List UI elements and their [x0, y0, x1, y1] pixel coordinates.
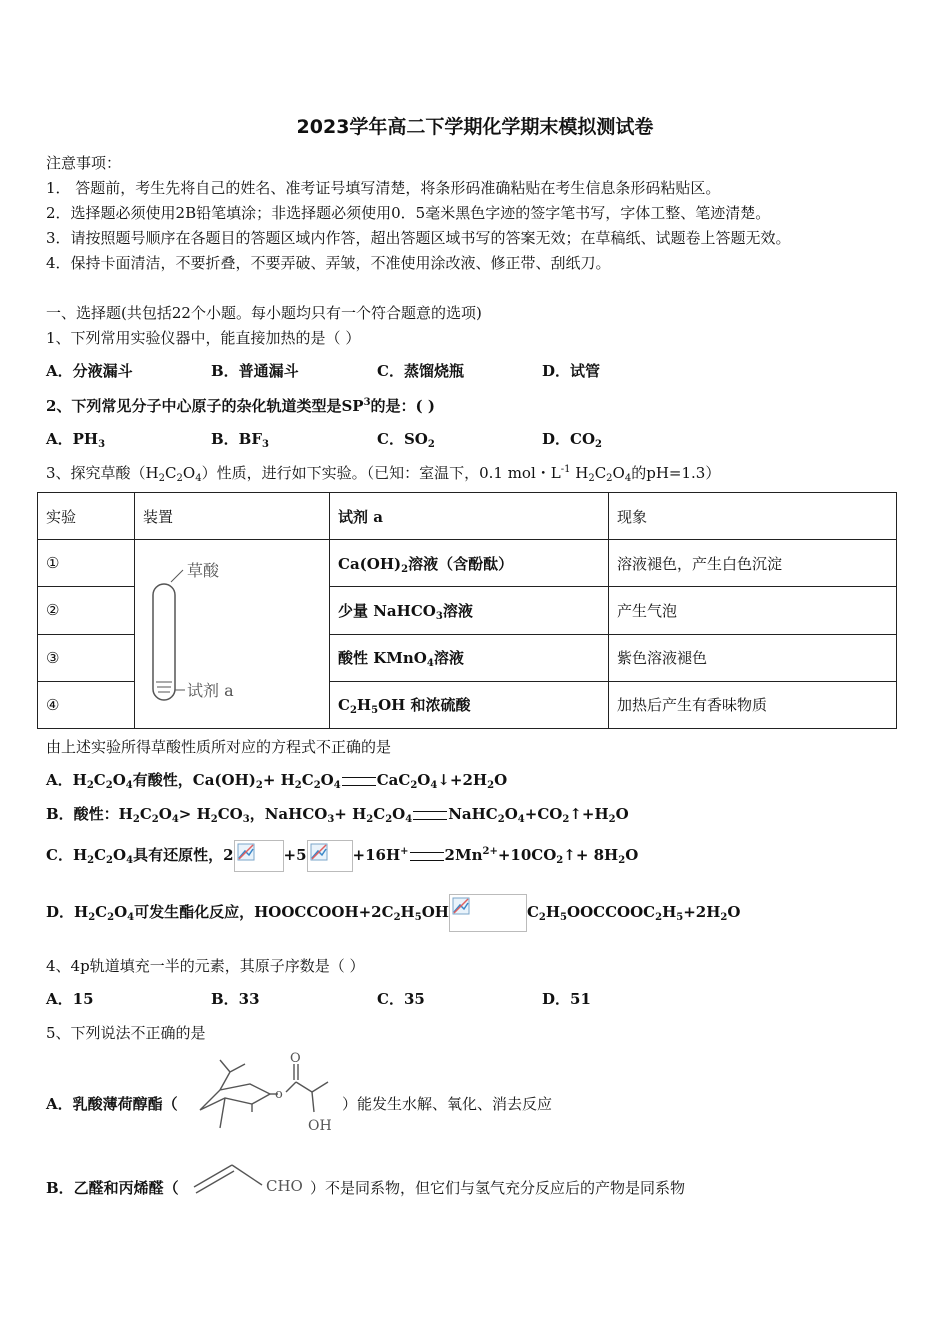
row-id: ④ [38, 681, 135, 728]
q1-option-a[interactable]: A．分液漏斗 [46, 362, 133, 380]
table-row [38, 540, 897, 587]
reagent-cell: 少量 NaHCO$_3$溶液 [330, 587, 609, 634]
q1-option-c[interactable]: C．蒸馏烧瓶 [377, 362, 464, 380]
result-cell: 溶液褪色，产生白色沉淀 [609, 540, 897, 587]
row-id: ② [38, 587, 135, 634]
result-cell: 加热后产生有香味物质 [609, 681, 897, 728]
apparatus-label-oxalic: 草酸 [187, 561, 220, 580]
question-1-stem: 1、下列常用实验仪器中，能直接加热的是（ ） [46, 329, 361, 347]
broken-image-icon [234, 840, 284, 872]
result-cell: 紫色溶液褪色 [609, 634, 897, 681]
q1-option-d[interactable]: D．试管 [542, 362, 601, 380]
test-tube-apparatus-diagram [135, 540, 313, 728]
result-cell: 产生气泡 [609, 587, 897, 634]
q3-option-d[interactable]: D．$H_2C_2O_4$可发生酯化反应，$HOOCCOOH+2C_2H_5OH$ $C_2H_5OOCCOOC_2H_5+2H_2O$ [46, 892, 740, 932]
reagent-cell: 酸性 KMnO$_4$溶液 [330, 634, 609, 681]
q2-option-b[interactable]: B．$BF_3$ [211, 430, 269, 450]
question-3-stem: 3、探究草酸$(H_2C_2O_4)$性质，进行如下实验。（已知：室温下，0.1 mol・$L^{-1}$ $H_2C_2O_4$的pH=1.3） [46, 464, 721, 484]
q4-option-b[interactable]: B．33 [211, 990, 260, 1008]
notice-item: 2．选择题必须使用2B铅笔填涂；非选择题必须使用0．5毫米黑色字迹的签字笔书写，字体工整、笔迹清楚。 [46, 204, 771, 222]
notice-item: 4．保持卡面清洁，不要折叠，不要弄破、弄皱，不准使用涂改液、修正带、刮纸刀。 [46, 254, 611, 272]
apparatus-cell [135, 540, 330, 729]
broken-image-icon [307, 840, 353, 872]
section-heading: 一、选择题(共包括22个小题。每小题均只有一个符合题意的选项) [46, 304, 482, 322]
q5-option-a-prefix[interactable]: A．乳酸薄荷醇酯（ [46, 1095, 178, 1113]
oxygen-label: O [290, 1051, 301, 1066]
table-header-row [38, 493, 897, 540]
row-id: ① [38, 540, 135, 587]
reagent-cell: $C_2H_5OH$ 和浓硫酸 [330, 681, 609, 728]
hydroxyl-label: OH [308, 1118, 332, 1134]
header-cell: 实验 [38, 493, 135, 540]
question-3-prompt: 由上述实验所得草酸性质所对应的方程式不正确的是 [46, 738, 392, 756]
equals-sign-icon [413, 811, 447, 820]
q4-option-a[interactable]: A．15 [46, 990, 94, 1008]
q4-option-d[interactable]: D．51 [542, 990, 591, 1008]
svg-text:o: o [275, 1087, 283, 1102]
row-id: ③ [38, 634, 135, 681]
q2-option-c[interactable]: C．$SO_2$ [377, 430, 435, 450]
apparatus-label-reagent: 试剂 a [187, 681, 234, 700]
q1-option-b[interactable]: B．普通漏斗 [211, 362, 299, 380]
notice-item: 1． 答题前，考生先将自己的姓名、准考证号填写清楚，将条形码准确粘贴在考生信息条形码粘贴区。 [46, 179, 721, 197]
notice-item: 3．请按照题号顺序在各题目的答题区域内作答，超出答题区域书写的答案无效；在草稿纸、试题卷上答题无效。 [46, 229, 791, 247]
equals-sign-icon [410, 852, 444, 861]
header-cell: 现象 [609, 493, 897, 540]
q5-option-b-prefix[interactable]: B．乙醛和丙烯醛（ [46, 1179, 179, 1197]
q4-option-c[interactable]: C．35 [377, 990, 425, 1008]
notice-heading: 注意事项： [46, 154, 122, 172]
question-4-stem: 4、4p轨道填充一半的元素，其原子序数是（ ） [46, 957, 365, 975]
q5-option-b-suffix: ）不是同系物，但它们与氢气充分反应后的产物是同系物 [310, 1179, 686, 1197]
q2-option-a[interactable]: A．$PH_3$ [46, 430, 106, 450]
reagent-cell: $Ca(OH)_2$溶液（含酚酞） [330, 540, 609, 587]
q3-option-c[interactable]: C．$H_2C_2O_4$具有还原性，2 +5 +16H+ $2Mn^{2+}+10CO_2↑+ 8H_2O$ [46, 835, 638, 875]
page-title: 2023学年高二下学期化学期末模拟测试卷 [296, 116, 654, 138]
experiment-table [37, 492, 897, 729]
header-cell: 试剂 a [330, 493, 609, 540]
q5-option-a-suffix: ）能发生水解、氧化、消去反应 [342, 1095, 553, 1113]
equals-sign-icon [342, 777, 376, 786]
header-cell: 装置 [135, 493, 330, 540]
q3-option-b[interactable]: B．酸性：$H_2C_2O_4> H_2CO_3$，NaHCO$_3$+ $H_2C_2O_4$ $NaHC_2O_4+CO_2↑+H_2O$ [46, 805, 629, 825]
acrolein-structure-diagram [188, 1157, 316, 1197]
q3-option-a[interactable]: A．$H_2C_2O_4$有酸性，$Ca(OH)_2+ H_2C_2O_4$ $CaC_2O_4↓+2H_2O$ [46, 771, 508, 791]
q2-option-d[interactable]: D．$CO_2$ [542, 430, 602, 450]
aldehyde-label: CHO [266, 1177, 303, 1195]
broken-image-icon [449, 894, 527, 932]
menthyl-lactate-structure-diagram [190, 1050, 350, 1140]
question-2-stem: 2、下列常见分子中心原子的杂化轨道类型是$SP^3$的是：( ) [46, 397, 435, 415]
question-5-stem: 5、下列说法不正确的是 [46, 1024, 206, 1042]
